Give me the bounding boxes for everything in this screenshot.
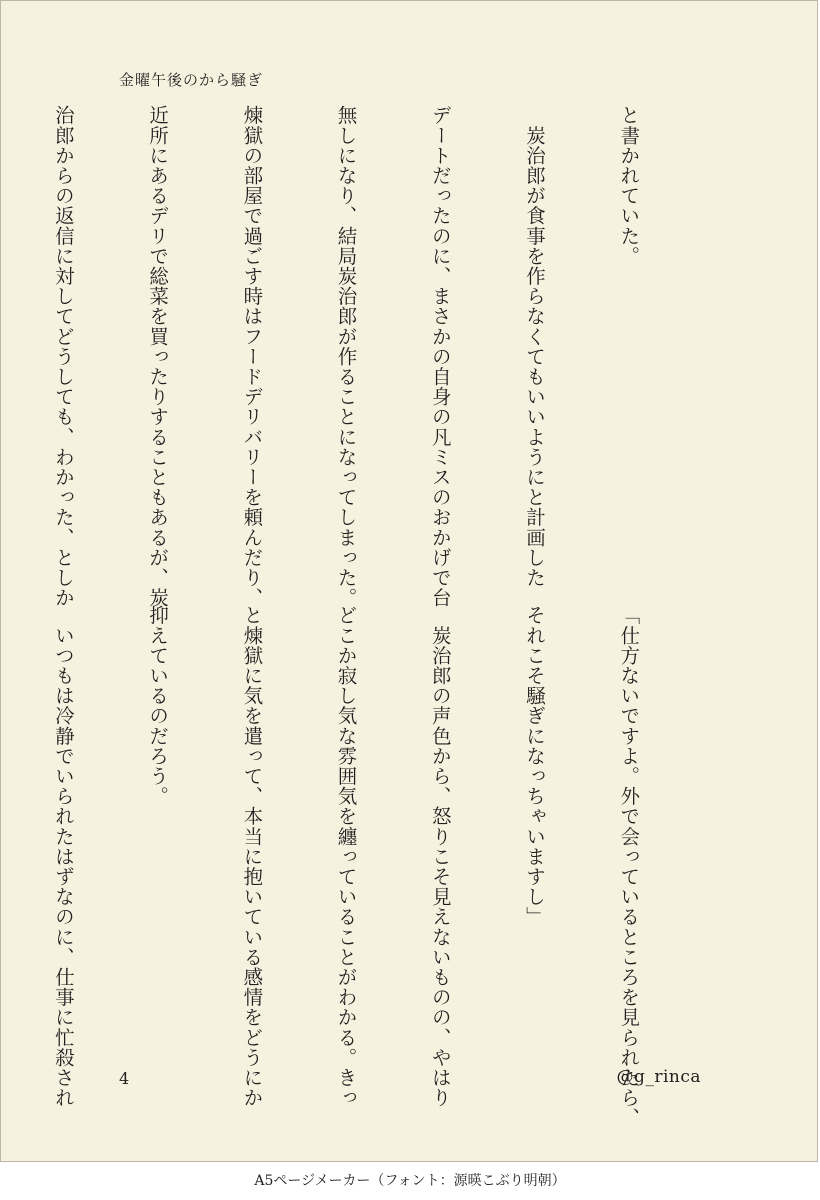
page-number: 4	[119, 1069, 130, 1088]
text-column: いつもは冷静でいられたはずなのに、仕事に忙殺され	[51, 605, 75, 1108]
text-column: 煉獄の部屋で過ごす時はフードデリバリーを頼んだり、	[240, 105, 264, 608]
text-column: 炭治郎の声色から、怒りこそ見えないものの、やはり	[428, 605, 452, 1108]
text-column: 抑えているのだろう。	[146, 605, 170, 806]
text-column: と書かれていた。	[617, 105, 641, 266]
text-column: 治郎からの返信に対してどうしても、わかった、としか	[51, 105, 75, 608]
author-handle: @g_rinca	[616, 1067, 701, 1087]
text-column: 炭治郎が食事を作らなくてもいいようにと計画した	[522, 105, 546, 588]
text-column: 無しになり、結局炭治郎が作ることになってしまった。	[334, 105, 358, 608]
text-column: それこそ騒ぎになっちゃいますし」	[522, 605, 546, 927]
running-title: 金曜午後のから騒ぎ	[119, 71, 264, 89]
upper-text-block	[51, 105, 707, 608]
text-column: 「仕方ないですよ。外で会っているところを見られたら、	[617, 605, 641, 1128]
footer-caption: A5ページメーカー（フォント：源暎こぶり明朝）	[254, 1173, 566, 1189]
text-column: デートだったのに、まさかの自身の凡ミスのおかげで台	[428, 105, 452, 608]
text-column: と煉獄に気を遣って、本当に抱いている感情をどうにか	[240, 605, 264, 1108]
text-column: 近所にあるデリで総菜を買ったりすることもあるが、炭	[146, 105, 170, 608]
text-column: どこか寂し気な雰囲気を纏っていることがわかる。きっ	[334, 605, 358, 1108]
